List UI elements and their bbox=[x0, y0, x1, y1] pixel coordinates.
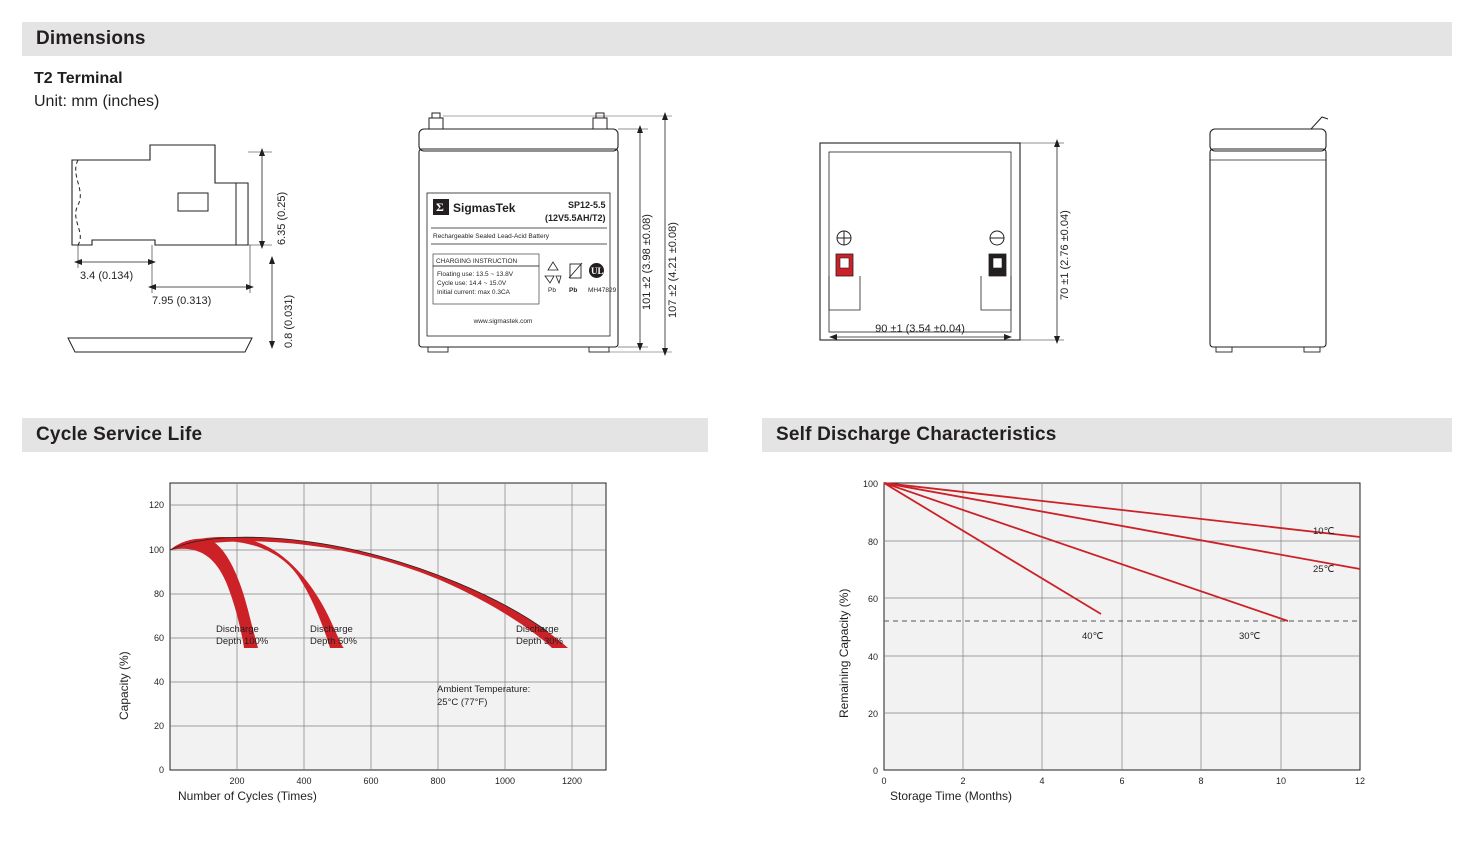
dim-terminal-height: 6.35 (0.25) bbox=[276, 191, 288, 245]
dim-depth: 70 ±1 (2.76 ±0.04) bbox=[1059, 210, 1071, 300]
cycle-x-axis-title: Number of Cycles (Times) bbox=[178, 789, 317, 803]
svg-text:1000: 1000 bbox=[494, 776, 516, 786]
terminal-type-label: T2 Terminal bbox=[34, 70, 123, 87]
positive-terminal bbox=[829, 231, 860, 310]
svg-text:Pb: Pb bbox=[569, 287, 578, 294]
label-battery-type: Rechargeable Sealed Lead-Acid Battery bbox=[433, 233, 549, 240]
svg-text:Σ: Σ bbox=[436, 200, 444, 214]
svg-text:800: 800 bbox=[430, 776, 446, 786]
section-title-self-discharge: Self Discharge Characteristics bbox=[776, 424, 1057, 445]
cycle-anno-dod30-l2: Depth 30% bbox=[516, 636, 564, 647]
svg-text:100: 100 bbox=[862, 479, 878, 489]
drawing-top-view bbox=[820, 139, 1071, 344]
dim-terminal-width-1: 3.4 (0.134) bbox=[80, 270, 134, 283]
self-label-30c: 30℃ bbox=[1239, 631, 1261, 642]
label-charging-line-2: Cycle use: 14.4 ~ 15.0V bbox=[437, 280, 507, 287]
svg-text:600: 600 bbox=[363, 776, 379, 786]
svg-text:0: 0 bbox=[158, 765, 164, 775]
svg-text:200: 200 bbox=[229, 776, 245, 786]
svg-text:120: 120 bbox=[148, 500, 164, 510]
label-website: www.sigmastek.com bbox=[473, 318, 533, 325]
svg-text:10: 10 bbox=[1275, 776, 1287, 786]
chart-cycle-service-life bbox=[117, 483, 606, 803]
label-charging-line-1: Floating use: 13.5 ~ 13.8V bbox=[437, 271, 514, 278]
cycle-y-axis-title: Capacity (%) bbox=[117, 651, 131, 720]
self-x-axis-title: Storage Time (Months) bbox=[890, 789, 1013, 803]
dim-terminal-thickness: 0.8 (0.031) bbox=[283, 294, 295, 348]
chart-self-discharge bbox=[837, 479, 1365, 803]
svg-text:UL: UL bbox=[591, 266, 604, 276]
cycle-anno-dod30-l1: Discharge bbox=[516, 624, 559, 635]
svg-text:1200: 1200 bbox=[561, 776, 583, 786]
svg-text:60: 60 bbox=[867, 594, 878, 604]
cycle-anno-dod100-l1: Discharge bbox=[216, 624, 259, 635]
self-y-axis-title: Remaining Capacity (%) bbox=[837, 588, 851, 718]
cycle-anno-dod50-l2: Depth 50% bbox=[310, 636, 358, 647]
drawing-front-view bbox=[419, 112, 679, 356]
svg-text:20: 20 bbox=[867, 709, 878, 719]
negative-terminal bbox=[981, 231, 1011, 310]
drawing-t2-terminal bbox=[68, 145, 295, 352]
svg-text:8: 8 bbox=[1198, 776, 1204, 786]
svg-text:Pb: Pb bbox=[548, 287, 556, 294]
self-label-40c: 40℃ bbox=[1082, 631, 1104, 642]
cycle-anno-temp-l2: 25°C (77°F) bbox=[437, 697, 488, 708]
recycle-icon bbox=[545, 262, 561, 294]
self-label-25c: 25℃ bbox=[1313, 564, 1335, 575]
svg-text:80: 80 bbox=[153, 589, 164, 599]
svg-text:MH47829: MH47829 bbox=[588, 287, 617, 294]
dim-height-total: 107 ±2 (4.21 ±0.08) bbox=[667, 222, 679, 318]
cycle-anno-dod100-l2: Depth 100% bbox=[216, 636, 269, 647]
svg-text:40: 40 bbox=[867, 652, 878, 662]
section-title-cycle-service-life: Cycle Service Life bbox=[36, 424, 203, 445]
svg-text:6: 6 bbox=[1119, 776, 1125, 786]
label-spec: (12V5.5AH/T2) bbox=[545, 213, 606, 223]
label-charging-line-3: Initial current: max 0.3CA bbox=[437, 289, 510, 296]
unit-label: Unit: mm (inches) bbox=[34, 93, 160, 110]
dim-height-body: 101 ±2 (3.98 ±0.08) bbox=[641, 214, 653, 310]
svg-text:60: 60 bbox=[153, 633, 164, 643]
svg-text:20: 20 bbox=[153, 721, 164, 731]
svg-text:40: 40 bbox=[153, 677, 164, 687]
no-trash-icon bbox=[569, 263, 582, 294]
svg-text:100: 100 bbox=[148, 545, 164, 555]
drawing-side-view bbox=[1210, 117, 1328, 352]
svg-text:0: 0 bbox=[881, 776, 887, 786]
cycle-anno-dod50-l1: Discharge bbox=[310, 624, 353, 635]
label-model: SP12-5.5 bbox=[568, 200, 606, 210]
svg-text:0: 0 bbox=[872, 766, 878, 776]
svg-text:400: 400 bbox=[296, 776, 312, 786]
svg-text:4: 4 bbox=[1039, 776, 1045, 786]
dim-terminal-width-2: 7.95 (0.313) bbox=[152, 295, 212, 308]
label-charging-title: CHARGING INSTRUCTION bbox=[436, 258, 518, 265]
svg-text:80: 80 bbox=[867, 537, 878, 547]
dim-width: 90 ±1 (3.54 ±0.04) bbox=[875, 323, 965, 335]
svg-text:2: 2 bbox=[960, 776, 966, 786]
section-title-dimensions: Dimensions bbox=[36, 28, 146, 49]
svg-text:12: 12 bbox=[1354, 776, 1366, 786]
ul-icon bbox=[588, 263, 617, 294]
label-brand: SigmasTek bbox=[453, 201, 516, 215]
cycle-anno-temp-l1: Ambient Temperature: bbox=[437, 684, 531, 695]
self-label-10c: 10℃ bbox=[1313, 526, 1335, 537]
